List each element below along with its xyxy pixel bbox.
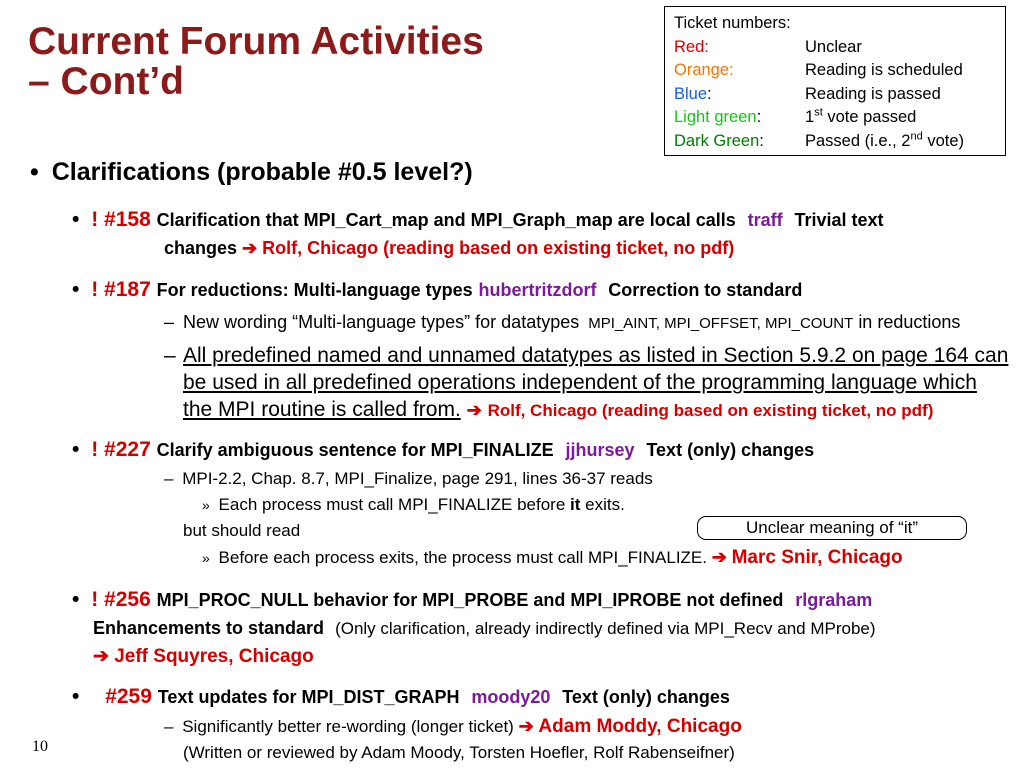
- ticket-256-status-line: [93, 645, 314, 668]
- legend-row: [674, 130, 1005, 154]
- arrow-icon: ➔: [93, 646, 109, 667]
- ticket-227-sub-1: [164, 469, 653, 489]
- ticket-type-cont: changes: [164, 238, 238, 258]
- ticket-187-sub-2: [164, 342, 1008, 424]
- legend-key: [674, 130, 805, 154]
- callout-box: Unclear meaning of “it”: [697, 516, 967, 540]
- legend-heading: Ticket numbers:: [674, 14, 791, 32]
- quote-line-3: the MPI routine is called from.: [183, 398, 461, 421]
- ticket-number[interactable]: #259: [105, 685, 152, 708]
- ticket-158: [72, 208, 884, 232]
- slide-title: [28, 22, 484, 102]
- sub-text: Significantly better re-wording (longer ticket): [182, 717, 514, 736]
- dash: –: [164, 717, 174, 736]
- legend-value: Reading is scheduled: [805, 61, 963, 79]
- ticket-type: Trivial text: [794, 210, 884, 230]
- arrow-icon: ➔: [518, 716, 534, 736]
- legend-key: [674, 106, 805, 130]
- ticket-type: Text (only) changes: [646, 440, 815, 460]
- ticket-description: Text updates for MPI_DIST_GRAPH: [157, 687, 460, 707]
- ticket-description: MPI_PROC_NULL behavior for MPI_PROBE and MPI_IPROBE not defined: [156, 590, 784, 610]
- ticket-187-sub-1: [164, 312, 960, 333]
- quote-line-2: be used in all predefined operations independent of the programming language which: [183, 371, 977, 394]
- arrow-icon: ➔: [466, 400, 482, 420]
- ticket-number[interactable]: ! #227: [91, 438, 151, 461]
- ticket-description: For reductions: Multi-language types: [156, 280, 473, 300]
- ticket-author: jjhursey: [565, 440, 635, 460]
- ticket-author: hubertritzdorf: [478, 280, 597, 300]
- legend-key-color-text: Blue: [674, 84, 708, 103]
- ticket-number[interactable]: ! #187: [91, 278, 151, 301]
- legend-key-suffix: :: [707, 84, 712, 103]
- legend-row: [674, 59, 1005, 83]
- legend-key: [674, 83, 805, 107]
- legend-value: [805, 130, 964, 154]
- legend-key-color-text: Dark Green: [674, 131, 760, 150]
- ticket-256: [72, 588, 872, 612]
- dash: –: [164, 344, 176, 367]
- sub-text: New wording “Multi-language types” for datatypes: [183, 312, 580, 332]
- ticket-status: Rolf, Chicago (reading based on existing ticket, no pdf): [487, 401, 934, 420]
- ticket-author: traff: [747, 210, 783, 230]
- ticket-187: [72, 278, 802, 302]
- ticket-259-sub-2: (Written or reviewed by Adam Moody, Torsten Hoefler, Rolf Rabenseifner): [183, 743, 735, 762]
- ticket-status: Jeff Squyres, Chicago: [114, 646, 314, 667]
- legend-key-color-text: Red:: [674, 37, 709, 56]
- title-line-1: Current Forum Activities: [28, 20, 484, 63]
- legend-value-sup: nd: [910, 130, 923, 142]
- quote-text: Before each process exits, the process must call MPI_FINALIZE.: [218, 548, 707, 567]
- dash: –: [164, 469, 174, 488]
- bullet: •: [72, 208, 80, 231]
- arrow-icon: ➔: [711, 547, 727, 567]
- bullet: •: [72, 278, 80, 301]
- ticket-259: [72, 685, 730, 709]
- ticket-227-quote-1: [202, 495, 625, 515]
- ticket-note: (Only clarification, already indirectly defined via MPI_Recv and MProbe): [335, 619, 876, 638]
- ticket-author: moody20: [471, 687, 551, 707]
- legend-key: [674, 59, 805, 83]
- legend-key-suffix: :: [756, 108, 762, 126]
- section-bullet: •: [30, 158, 39, 186]
- arrow-icon: ➔: [242, 238, 258, 258]
- ticket-number[interactable]: ! #256: [91, 588, 151, 611]
- legend-rows: [674, 36, 1005, 154]
- ticket-color-legend: [664, 6, 1006, 156]
- bullet: •: [72, 438, 80, 461]
- sub-types: MPI_AINT, MPI_OFFSET, MPI_COUNT: [588, 315, 854, 332]
- legend-row: [674, 36, 1005, 60]
- ticket-description: Clarification that MPI_Cart_map and MPI_Graph_map are local calls: [156, 210, 736, 230]
- sub-text-end: in reductions: [858, 312, 961, 332]
- legend-value-pre: 1: [805, 108, 815, 126]
- ticket-type: Correction to standard: [608, 280, 803, 300]
- ticket-227: [72, 438, 814, 462]
- ticket-type: Text (only) changes: [562, 687, 730, 707]
- ticket-227-quote-2: [202, 547, 903, 569]
- ticket-status: Adam Moddy, Chicago: [538, 716, 742, 737]
- legend-value: Reading is passed: [805, 84, 941, 103]
- raquo: »: [202, 550, 210, 566]
- ticket-author: rlgraham: [795, 590, 873, 610]
- quote-line-1: All predefined named and unnamed datatypes as listed in Section 5.9.2 on page 164 can: [183, 344, 1009, 367]
- legend-value: Unclear: [805, 37, 862, 56]
- ticket-227-but: but should read: [183, 521, 301, 540]
- legend-value-pre: Passed (i.e., 2: [805, 131, 911, 150]
- bullet: •: [72, 685, 80, 708]
- section-heading: [30, 158, 473, 187]
- legend-value: [805, 106, 916, 130]
- ticket-status: Rolf, Chicago (reading based on existing ticket, no pdf): [262, 238, 735, 258]
- section-label: Clarifications (probable #0.5 level?): [51, 158, 473, 186]
- legend-value-sup: st: [814, 106, 823, 119]
- quote-text-bold: it: [570, 495, 581, 514]
- ticket-158-cont: [164, 238, 734, 259]
- quote-text-a: Each process must call MPI_FINALIZE before: [218, 495, 570, 514]
- quote-text-b: exits.: [580, 495, 625, 514]
- legend-key: [674, 36, 805, 60]
- page-number: 10: [32, 738, 48, 755]
- legend-key-color-text: Orange:: [674, 61, 734, 79]
- ticket-number[interactable]: ! #158: [91, 208, 151, 231]
- legend-row: [674, 83, 1005, 107]
- ticket-description: Clarify ambiguous sentence for MPI_FINALIZE: [156, 440, 554, 460]
- ticket-status: Marc Snir, Chicago: [731, 547, 903, 568]
- raquo: »: [202, 497, 210, 513]
- ticket-256-cont: [93, 618, 876, 639]
- legend-key-suffix: :: [759, 131, 764, 150]
- sub-text: MPI-2.2, Chap. 8.7, MPI_Finalize, page 291, lines 36-37 reads: [182, 469, 653, 488]
- ticket-259-sub-1: [164, 716, 742, 738]
- dash: –: [164, 312, 175, 332]
- bullet: •: [72, 588, 80, 611]
- legend-row: [674, 106, 1005, 130]
- ticket-type: Enhancements to standard: [93, 618, 325, 638]
- legend-key-color-text: Light green: [674, 108, 757, 126]
- legend-value-post: vote): [922, 131, 965, 150]
- legend-value-post: vote passed: [822, 108, 917, 126]
- title-line-2: – Cont’d: [28, 60, 184, 103]
